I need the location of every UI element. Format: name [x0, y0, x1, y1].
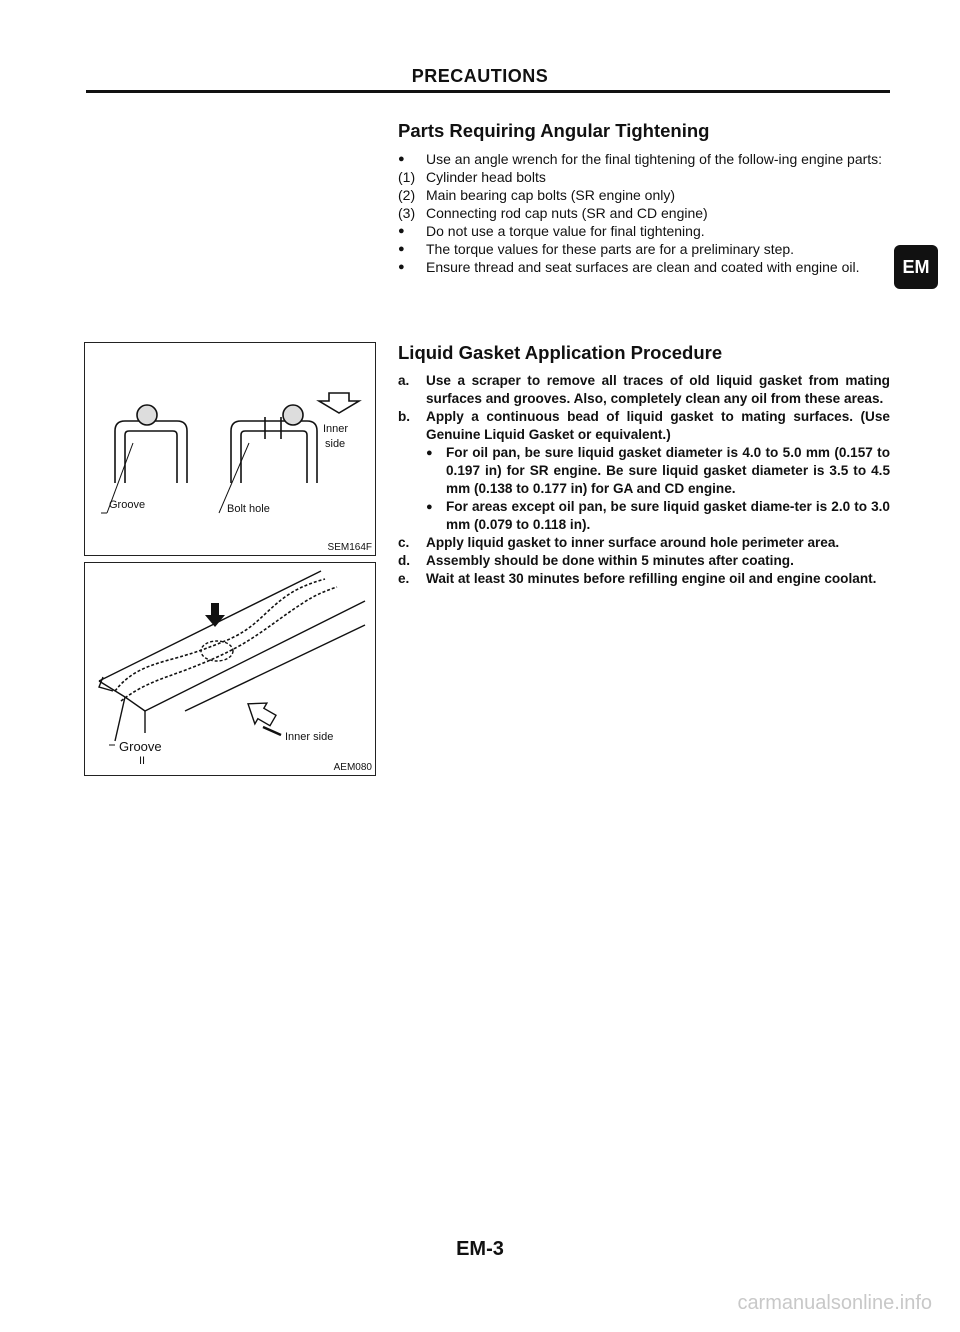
label-groove: Groove	[119, 739, 162, 754]
list-item	[398, 552, 890, 570]
list-item-text: Use a scraper to remove all traces of old liquid gasket from mating surfaces and grooves. Also, completely clean any oil from these areas.	[426, 373, 890, 406]
list-item	[398, 570, 890, 588]
list-marker: a.	[398, 373, 410, 388]
list-marker: (2)	[398, 187, 416, 203]
list-marker: ●	[398, 225, 405, 237]
page-number: EM-3	[456, 1238, 504, 1260]
label-groove: Groove	[109, 499, 146, 511]
list-marker: ●	[398, 153, 405, 165]
list-item	[398, 444, 890, 498]
header-rule	[86, 90, 890, 93]
list-item-text: Apply liquid gasket to inner surface around hole perimeter area.	[426, 535, 840, 550]
list-item	[398, 186, 890, 204]
list-item	[398, 168, 890, 186]
label-bolt-hole: Bolt hole	[227, 503, 270, 515]
list-marker: ●	[398, 243, 405, 255]
section-title-angular-tightening: Parts Requiring Angular Tightening	[398, 120, 710, 141]
list-item-text: For areas except oil pan, be sure liquid gasket diame-ter is 2.0 to 3.0 mm (0.079 to 0.118 in).	[446, 499, 890, 532]
list-item	[398, 258, 890, 276]
list-item-text: Ensure thread and seat surfaces are clean and coated with engine oil.	[426, 259, 860, 275]
list-item	[398, 204, 890, 222]
list-marker: (3)	[398, 205, 416, 221]
label-inner-side: Inner side	[285, 731, 334, 743]
list-marker: ●	[398, 261, 405, 273]
watermark: carmanualsonline.info	[737, 1292, 932, 1314]
list-marker: e.	[398, 571, 410, 586]
list-item-text: Apply a continuous bead of liquid gasket to mating surfaces. (Use Genuine Liquid Gasket or equivalent.)	[426, 409, 890, 442]
page-header-title: PRECAUTIONS	[411, 66, 549, 86]
label-inner: Inner	[323, 423, 349, 435]
list-item-text: Cylinder head bolts	[426, 169, 546, 185]
list-marker: ●	[426, 447, 433, 459]
section-tab-em: EM	[894, 245, 938, 289]
list-marker: c.	[398, 535, 410, 550]
list-item-text: Wait at least 30 minutes before refilling engine oil and engine coolant.	[426, 571, 877, 586]
list-marker: (1)	[398, 169, 416, 185]
list-item-text: Do not use a torque value for final tightening.	[426, 223, 705, 239]
list-item	[398, 150, 890, 168]
list-item	[398, 372, 890, 408]
list-item-text: For oil pan, be sure liquid gasket diameter is 4.0 to 5.0 mm (0.157 to 0.197 in) for SR engine. Be sure liquid gasket diameter is 3.5 to 4.5 mm (0.138 to 0.177 in) for GA and CD engine.	[446, 445, 890, 496]
list-marker: ●	[426, 501, 433, 513]
figure-groove-bolt-hole	[84, 342, 376, 556]
list-item-text: The torque values for these parts are for a preliminary step.	[426, 241, 795, 257]
list-item-text: Assembly should be done within 5 minutes after coating.	[426, 553, 794, 568]
list-item	[398, 222, 890, 240]
section-title-liquid-gasket: Liquid Gasket Application Procedure	[398, 342, 723, 363]
figure-liquid-gasket-bead	[84, 562, 376, 776]
list-item	[398, 498, 890, 534]
list-item-text: Connecting rod cap nuts (SR and CD engine)	[426, 205, 708, 221]
list-marker: b.	[398, 409, 411, 424]
label-side: side	[325, 438, 346, 450]
figure-code: AEM080	[333, 762, 372, 773]
list-item	[398, 408, 890, 444]
figure-code: SEM164F	[327, 542, 372, 553]
list-item-text: Use an angle wrench for the final tightening of the follow-ing engine parts:	[426, 151, 883, 167]
list-marker: d.	[398, 553, 411, 568]
list-item	[398, 240, 890, 258]
list-item-text: Main bearing cap bolts (SR engine only)	[426, 187, 676, 203]
label-ii: II	[139, 755, 146, 767]
list-item	[398, 534, 890, 552]
section1-body	[398, 150, 890, 276]
section2-body	[398, 372, 890, 588]
